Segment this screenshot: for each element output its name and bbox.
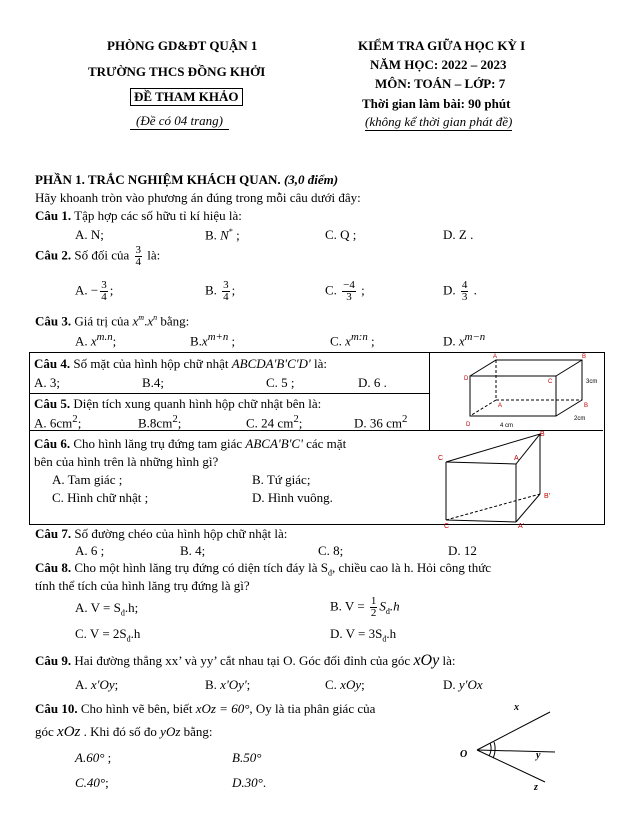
q10-d[interactable]: D.30°. — [232, 775, 267, 790]
q1-d[interactable]: D. Z . — [443, 227, 474, 242]
q7-b[interactable]: B. 4; — [180, 543, 206, 558]
q1-b[interactable]: B. N* ; — [205, 227, 240, 243]
q4-a[interactable]: A. 3; — [34, 375, 60, 390]
q2-b[interactable]: B. $\frac{3}{4}$ ; — [205, 279, 236, 303]
label-Ap: A' — [518, 523, 525, 530]
q4-d[interactable]: D. 6 . — [358, 375, 387, 390]
q6-stem-2: bên của hình trên là những hình gì? — [34, 454, 219, 469]
label-D: D — [464, 376, 469, 382]
q7-d[interactable]: D. 12 — [448, 543, 477, 558]
q1-stem: Câu 1. Tập hợp các số hữu tỉ kí hiệu là: — [35, 208, 242, 223]
q2-stem: Câu 2. Số đối của $\frac{3}{4}$ là: — [35, 244, 161, 268]
label-A2: A — [498, 403, 503, 409]
q5-c[interactable]: C. 24 $cm^2$; — [246, 413, 303, 431]
label-z: z — [534, 782, 538, 793]
q7-a[interactable]: A. 6 ; — [75, 543, 105, 558]
q10-stem: Câu 10. Cho hình vẽ bên, biết xOz = 60°, Oy là tia phân giác của — [35, 701, 376, 716]
q8-d[interactable]: D. $V = 3S_đ.h$ — [330, 626, 397, 644]
q7-stem: Câu 7. Số đường chéo của hình hộp chữ nhật là: — [35, 526, 288, 541]
q8-stem: Câu 8. Cho một hình lăng trụ đứng có diện tích đáy là $S_đ$, chiều cao là h. Hỏi công thức — [35, 560, 492, 578]
q2-c[interactable]: C. $\frac{-4}{3}$ ; — [325, 279, 365, 303]
q9-b[interactable]: B. x'Oy'; — [205, 677, 251, 692]
label-A: A — [514, 455, 519, 462]
label-height: 3cm — [586, 379, 598, 385]
q2-a[interactable]: A. − $\frac{3}{4}$ ; — [75, 279, 114, 303]
q6-a[interactable]: A. Tam giác ; — [52, 472, 123, 487]
q2-d[interactable]: D. $\frac{4}{3}$ . — [443, 279, 477, 303]
angle-figure — [450, 700, 570, 795]
q3-b[interactable]: $B.x^{m+n}$ ; — [190, 331, 236, 349]
label-Cp: C — [444, 523, 450, 530]
label-y: y — [536, 750, 541, 761]
q4-stem: Câu 4. Số mặt của hình hộp chữ nhật ABCDA'B'C'D' là: — [34, 356, 327, 371]
q3-a[interactable]: A. $x^{m.n}$; — [75, 331, 117, 349]
instruction: Hãy khoanh tròn vào phương án đúng trong mỗi câu dưới đây: — [35, 190, 361, 205]
header-year: NĂM HỌC: 2022 – 2023 — [370, 57, 507, 72]
q5-stem: Câu 5. Diện tích xung quanh hình hộp chữ nhật bên là: — [34, 396, 322, 411]
q4-c[interactable]: C. 5 ; — [266, 375, 295, 390]
label-D2: D — [466, 422, 471, 428]
q8-b[interactable]: B. V = $\frac{1}{2}$ $S_đ.h$ — [330, 595, 400, 619]
header-pages: (Đề có 04 trang) — [130, 113, 229, 130]
q5-a[interactable]: A. $6cm^2$; — [34, 413, 82, 431]
rectangular-box-figure — [430, 352, 602, 430]
header-note: (không kể thời gian phát đề) — [365, 114, 513, 129]
q10-b[interactable]: B.50° — [232, 750, 262, 765]
q4-b[interactable]: B.4; — [142, 375, 165, 390]
header-school: TRƯỜNG THCS ĐỒNG KHỞI — [88, 64, 266, 79]
q1-a[interactable]: A. N; — [75, 227, 104, 242]
label-C: C — [548, 379, 553, 385]
label-B: B — [582, 354, 587, 360]
label-O: O — [460, 749, 468, 760]
q7-c[interactable]: C. 8; — [318, 543, 344, 558]
label-width: 4 cm — [500, 423, 514, 429]
q6-c[interactable]: C. Hình chữ nhật ; — [52, 490, 149, 505]
header-dept: PHÒNG GD&ĐT QUẬN 1 — [107, 38, 258, 53]
label-B2: B — [584, 403, 589, 409]
q10-stem-2: góc xOz . Khi đó số đo yOz bằng: — [35, 724, 213, 740]
q9-d[interactable]: D. y'Ox — [443, 677, 483, 692]
label-A: A — [493, 354, 498, 360]
triangular-prism-figure — [430, 430, 602, 530]
q3-d[interactable]: D. $x^{m-n}$ — [443, 331, 486, 349]
label-B: B — [540, 431, 545, 438]
q9-a[interactable]: A. x'Oy; — [75, 677, 119, 692]
q3-stem: Câu 3. Giá trị của $x^m.x^n$ bằng: — [35, 313, 190, 329]
q10-c[interactable]: C.40°; — [75, 775, 109, 790]
q8-stem-2: tính thể tích của hình lăng trụ đứng là gì? — [35, 578, 250, 593]
header-label: ĐỀ THAM KHẢO — [130, 88, 243, 106]
part-title: PHẦN 1. TRẮC NGHIỆM KHÁCH QUAN. (3,0 điểm) — [35, 172, 339, 187]
q6-d[interactable]: D. Hình vuông. — [252, 490, 333, 505]
header-exam: KIỂM TRA GIỮA HỌC KỲ I — [358, 38, 526, 53]
divider — [29, 393, 429, 394]
q3-c[interactable]: C. $x^{m:n}$ ; — [330, 331, 375, 349]
q8-c[interactable]: C. $V = 2S_đ.h$ — [75, 626, 141, 644]
label-Bp: B' — [544, 493, 551, 500]
q5-b[interactable]: $B.8cm^2$; — [138, 413, 182, 431]
header-time: Thời gian làm bài: 90 phút — [362, 96, 511, 111]
q6-b[interactable]: B. Tứ giác; — [252, 472, 311, 487]
q9-c[interactable]: C. xOy; — [325, 677, 365, 692]
q10-a[interactable]: A.60° ; — [75, 750, 112, 765]
label-depth: 2cm — [574, 416, 586, 422]
q5-d[interactable]: D. 36 $cm^2$ — [354, 413, 408, 431]
q6-stem: Câu 6. Cho hình lăng trụ đứng tam giác ABCA'B'C' các mặt — [34, 436, 347, 451]
q1-c[interactable]: C. Q ; — [325, 227, 357, 242]
label-x: x — [514, 702, 519, 713]
header-subject: MÔN: TOÁN – LỚP: 7 — [375, 76, 506, 91]
q8-a[interactable]: A. $V = S_đ.h$; — [75, 600, 139, 618]
q9-stem: Câu 9. Hai đường thẳng xx’ và yy’ cắt nhau tại O. Góc đối đỉnh của góc xOy là: — [35, 652, 456, 669]
label-C: C — [438, 455, 444, 462]
